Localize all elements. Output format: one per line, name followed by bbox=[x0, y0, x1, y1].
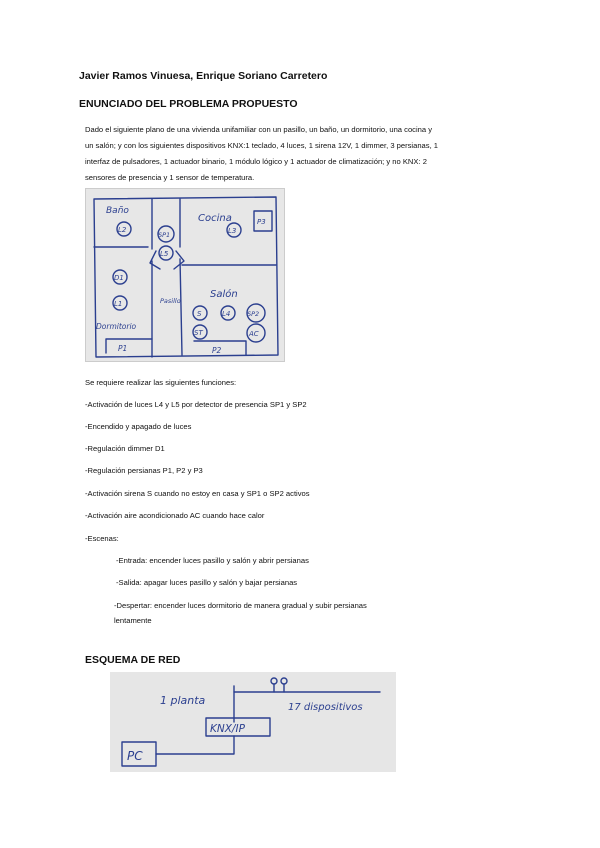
house-plan-image bbox=[85, 188, 285, 362]
device-label: D1 bbox=[114, 274, 124, 282]
network-label: 17 dispositivos bbox=[288, 702, 363, 713]
room-label: Salón bbox=[210, 289, 238, 300]
function-item: -Activación de luces L4 y L5 por detector de presencia SP1 y SP2 bbox=[85, 400, 307, 409]
device-label: P1 bbox=[118, 344, 128, 353]
knx-ip-label: KNX/IP bbox=[210, 723, 245, 735]
intro-line: un salón; y con los siguientes dispositivos KNX:1 teclado, 4 luces, 1 sirena 12V, 1 dimmer, 3 persianas, 1 bbox=[85, 141, 439, 150]
network-diagram-image bbox=[110, 672, 396, 772]
function-item: -Escenas: bbox=[85, 534, 119, 543]
intro-line: Dado el siguiente plano de una vivienda unifamiliar con un pasillo, un baño, un dormitorio, una cocina y bbox=[85, 125, 433, 134]
device-label: S bbox=[197, 310, 202, 318]
room-label: Cocina bbox=[198, 213, 232, 224]
section-title-network: ESQUEMA DE RED bbox=[85, 654, 181, 666]
scene-item: -Despertar: encender luces dormitorio de manera gradual y subir persianas bbox=[114, 601, 367, 610]
function-item: -Activación aire acondicionado AC cuando hace calor bbox=[85, 511, 265, 520]
house-plan-sketch bbox=[86, 189, 284, 361]
room-label: Pasillo bbox=[160, 297, 181, 305]
pc-label: PC bbox=[127, 749, 143, 763]
authors: Javier Ramos Vinuesa, Enrique Soriano Carretero bbox=[79, 70, 328, 82]
device-label: ST bbox=[194, 329, 203, 337]
device-label: SP1 bbox=[158, 231, 171, 239]
device-label: P3 bbox=[257, 218, 266, 226]
scene-item: -Salida: apagar luces pasillo y salón y bajar persianas bbox=[116, 578, 298, 587]
section-title-statement: ENUNCIADO DEL PROBLEMA PROPUESTO bbox=[79, 98, 298, 110]
room-label: Baño bbox=[106, 206, 129, 216]
function-item: -Regulación dimmer D1 bbox=[85, 444, 165, 453]
scene-item: -Entrada: encender luces pasillo y salón y abrir persianas bbox=[116, 556, 309, 565]
function-item: -Regulación persianas P1, P2 y P3 bbox=[85, 466, 203, 475]
device-label: L4 bbox=[222, 310, 231, 318]
scene-item: lentamente bbox=[114, 616, 152, 625]
intro-paragraph bbox=[85, 122, 515, 186]
intro-line: interfaz de pulsadores, 1 actuador binario, 1 módulo lógico y 1 actuador de climatización; y no KNX: 2 bbox=[85, 157, 427, 166]
device-label: P2 bbox=[212, 346, 222, 355]
device-label: L1 bbox=[114, 300, 123, 308]
function-item: -Activación sirena S cuando no estoy en casa y SP1 o SP2 activos bbox=[85, 489, 310, 498]
device-label: L5 bbox=[160, 250, 169, 258]
device-label: L2 bbox=[118, 226, 127, 234]
device-label: AC bbox=[249, 330, 259, 338]
function-item: -Encendido y apagado de luces bbox=[85, 422, 192, 431]
requirements-intro: Se requiere realizar las siguientes funciones: bbox=[85, 378, 237, 387]
device-label: SP2 bbox=[247, 310, 260, 318]
room-label: Dormitorio bbox=[96, 322, 137, 331]
intro-line: sensores de presencia y 1 sensor de temperatura. bbox=[85, 173, 255, 182]
network-sketch bbox=[110, 672, 396, 772]
network-label: 1 planta bbox=[160, 694, 206, 707]
device-label: L3 bbox=[228, 227, 237, 235]
